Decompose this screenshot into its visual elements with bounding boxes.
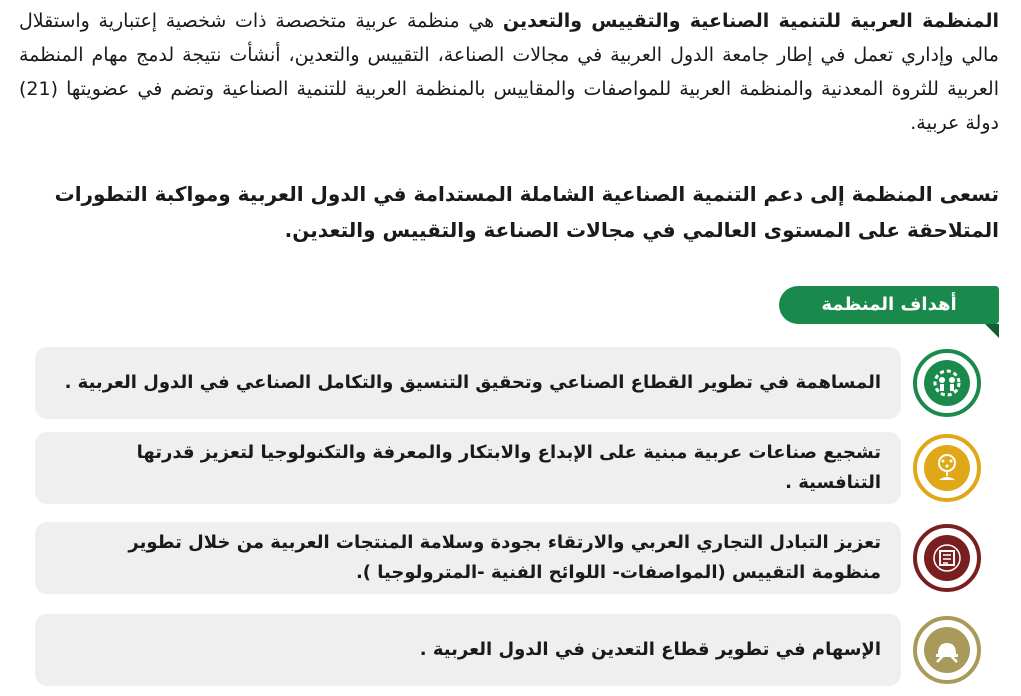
intro-paragraph: [19, 4, 999, 140]
mining-helmet-icon: [913, 616, 981, 684]
org-name: المنظمة العربية للتنمية الصناعية والتقييس والتعدين: [502, 10, 999, 32]
goals-title: أهداف المنظمة: [779, 286, 999, 324]
goal-item: [35, 432, 901, 504]
goal-text: الإسهام في تطوير قطاع التعدين في الدول العربية .: [419, 639, 881, 660]
goal-text: المساهمة في تطوير القطاع الصناعي وتحقيق التنسيق والتكامل الصناعي في الدول العربية .: [64, 372, 881, 393]
innovation-tree-icon: [913, 434, 981, 502]
goal-item: [35, 614, 901, 686]
goals-title-fold: [985, 324, 999, 338]
intro-text: هي منظمة عربية متخصصة ذات شخصية إعتبارية واستقلال مالي وإداري تعمل في إطار جامعة الدول العربية في مجالات الصناعة، التقييس والتعدين، أنشأت نتيجة لدمج مهام المنظمة العربية للثروة المعدنية والمنظمة العربية للمواصفات والمقاييس بالمنظمة العربية للتنمية الصناعية وتضم في عضويتها (21) دولة عربية.: [19, 10, 999, 134]
mission-paragraph: تسعى المنظمة إلى دعم التنمية الصناعية الشاملة المستدامة في الدول العربية ومواكبة التطورات المتلاحقة على المستوى العالمي في مجالات الصناعة والتقييس والتعدين.: [54, 182, 999, 242]
goal-text: تعزيز التبادل التجاري العربي والارتقاء بجودة وسلامة المنتجات العربية من خلال تطوير منظومة التقييس (المواصفات- اللوائح الفنية -المترولوجيا ).: [128, 532, 881, 583]
arab-standards-seal-icon: [913, 524, 981, 592]
industry-gear-icon: [913, 349, 981, 417]
goal-item: [35, 347, 901, 419]
goal-item: [35, 522, 901, 594]
goal-text: تشجيع صناعات عربية مبنية على الإبداع والابتكار والمعرفة والتكنولوجيا لتعزيز قدرتها التنافسية .: [136, 442, 881, 493]
